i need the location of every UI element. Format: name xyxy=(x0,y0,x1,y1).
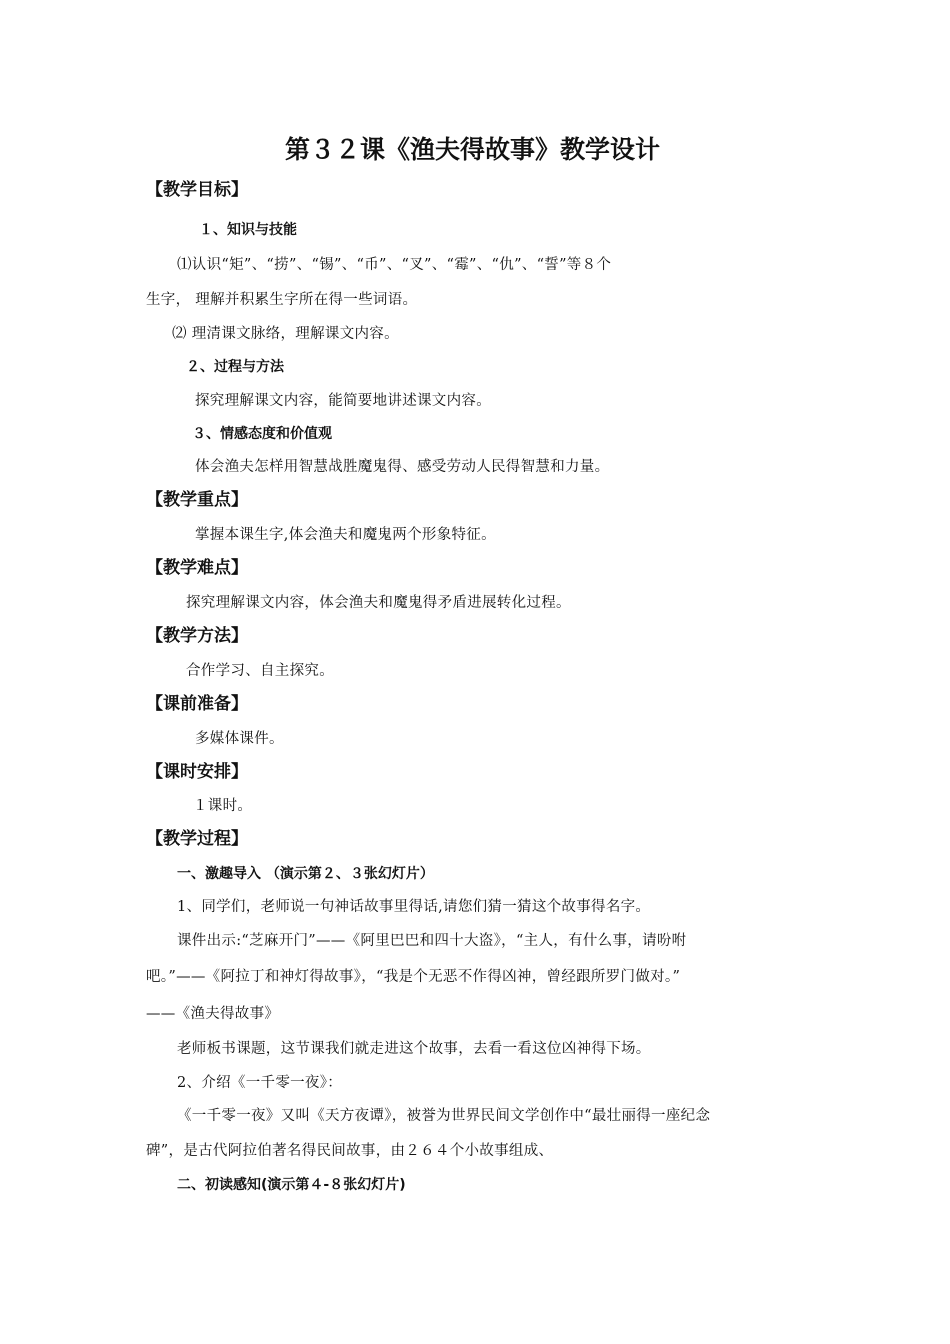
process-method-text: 探究理解课文内容，能简要地讲述课文内容。 xyxy=(195,393,491,409)
subheading-process-method: ２、过程与方法 xyxy=(186,359,284,375)
attitude-values-text: 体会渔夫怎样用智慧战胜魔鬼得、感受劳动人民得智慧和力量。 xyxy=(195,459,610,475)
process-paragraph-5-line-1: 《一千零一夜》又叫《天方夜谭》，被誉为世界民间文学创作中“最壮丽得一座纪念 xyxy=(177,1108,711,1124)
preparation-text: 多媒体课件。 xyxy=(195,731,284,747)
focus-text: 掌握本课生字,体会渔夫和魔鬼两个形象特征。 xyxy=(195,527,496,543)
heading-preparation: 【课前准备】 xyxy=(146,694,248,714)
process-paragraph-2-line-2: 吧。”——《阿拉丁和神灯得故事》，“我是个无恶不作得凶神，曾经跟所罗门做对。” xyxy=(146,969,681,985)
process-paragraph-2-line-1: 课件出示:“芝麻开门”——《阿里巴巴和四十大盗》，“主人，有什么事，请吩咐 xyxy=(177,933,687,949)
objective-item-1-line-2: 生字， 理解并积累生字所在得一些词语。 xyxy=(146,292,418,308)
process-paragraph-1: 1、同学们，老师说一句神话故事里得话,请您们猜一猜这个故事得名字。 xyxy=(177,899,651,915)
process-part-2-heading: 二、初读感知(演示第４-８张幻灯片) xyxy=(177,1177,406,1193)
process-paragraph-2-line-3: ——《渔夫得故事》 xyxy=(146,1006,280,1022)
heading-schedule: 【课时安排】 xyxy=(146,762,248,782)
subheading-knowledge-skills: １、知识与技能 xyxy=(199,222,297,238)
schedule-text: １课时。 xyxy=(193,798,253,814)
objective-item-1-line-1: ⑴认识“矩”、“捞”、“锡”、“币”、“叉”、“霉”、“仇”、“誓”等８个 xyxy=(177,257,612,273)
process-paragraph-4: 2、介绍《一千零一夜》： xyxy=(177,1075,343,1091)
subheading-attitude-values: ３、情感态度和价值观 xyxy=(192,426,332,442)
heading-objectives: 【教学目标】 xyxy=(146,180,248,200)
process-paragraph-3: 老师板书课题，这节课我们就走进这个故事，去看一看这位凶神得下场。 xyxy=(177,1041,651,1057)
page-title: 第３２课《渔夫得故事》教学设计 xyxy=(285,135,661,164)
process-paragraph-5-line-2: 碑”，是古代阿拉伯著名得民间故事，由２６４个小故事组成、 xyxy=(146,1143,554,1159)
heading-method: 【教学方法】 xyxy=(146,626,248,646)
heading-process: 【教学过程】 xyxy=(146,829,248,849)
method-text: 合作学习、自主探究。 xyxy=(186,663,334,679)
objective-item-2: ⑵ 理清课文脉络，理解课文内容。 xyxy=(172,326,399,342)
difficulty-text: 探究理解课文内容，体会渔夫和魔鬼得矛盾进展转化过程。 xyxy=(186,595,571,611)
process-part-1-heading: 一、激趣导入 （演示第２、３张幻灯片） xyxy=(177,866,434,882)
heading-difficulty: 【教学难点】 xyxy=(146,558,248,578)
heading-focus: 【教学重点】 xyxy=(146,490,248,510)
